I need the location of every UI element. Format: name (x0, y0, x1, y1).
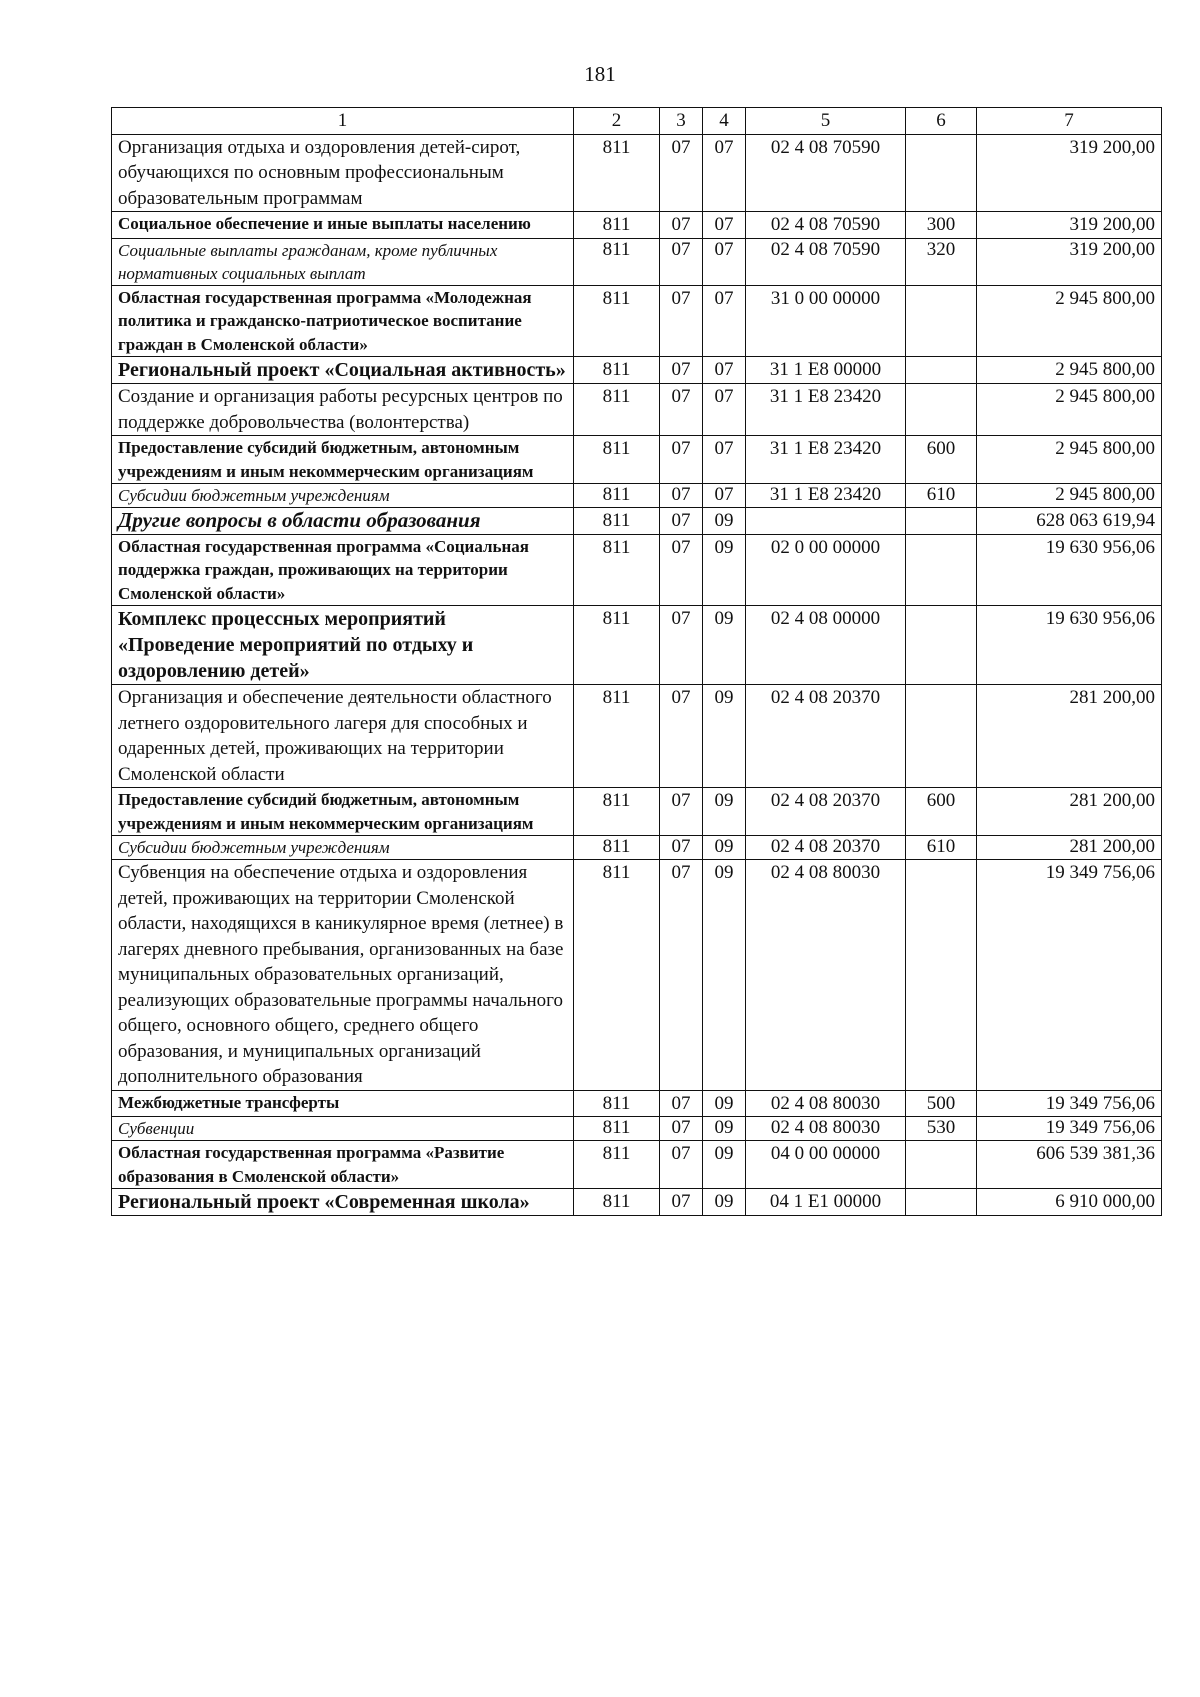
section-code-cell: 07 (660, 384, 703, 436)
amount-cell: 606 539 381,36 (977, 1141, 1162, 1189)
section-code-cell: 07 (660, 285, 703, 357)
subsection-code-cell: 09 (703, 508, 746, 535)
expense-type-cell (906, 534, 977, 606)
amount-cell: 319 200,00 (977, 212, 1162, 239)
subsection-code-cell: 07 (703, 357, 746, 384)
amount-cell: 19 630 956,06 (977, 534, 1162, 606)
subsection-code-cell: 09 (703, 606, 746, 685)
item-name-cell: Областная государственная программа «Социальная поддержка граждан, проживающих на территории Смоленской области» (112, 534, 574, 606)
header-cell: 7 (977, 108, 1162, 135)
expense-type-cell (906, 508, 977, 535)
target-article-cell: 02 4 08 20370 (746, 788, 906, 836)
amount-cell: 2 945 800,00 (977, 357, 1162, 384)
table-row (112, 436, 1162, 484)
expense-type-cell (906, 606, 977, 685)
table-row (112, 1189, 1162, 1216)
amount-cell: 19 630 956,06 (977, 606, 1162, 685)
header-cell: 4 (703, 108, 746, 135)
department-code-cell: 811 (574, 285, 660, 357)
target-article-cell: 02 4 08 70590 (746, 238, 906, 285)
target-article-cell: 02 4 08 20370 (746, 685, 906, 788)
expense-type-cell: 610 (906, 836, 977, 860)
department-code-cell: 811 (574, 1189, 660, 1216)
section-code-cell: 07 (660, 134, 703, 212)
department-code-cell: 811 (574, 1117, 660, 1141)
target-article-cell: 02 4 08 80030 (746, 1117, 906, 1141)
section-code-cell: 07 (660, 1090, 703, 1117)
amount-cell: 2 945 800,00 (977, 484, 1162, 508)
subsection-code-cell: 07 (703, 238, 746, 285)
department-code-cell: 811 (574, 534, 660, 606)
header-row (112, 108, 1162, 135)
expense-type-cell (906, 1141, 977, 1189)
item-name-cell: Межбюджетные трансферты (112, 1090, 574, 1117)
section-code-cell: 07 (660, 238, 703, 285)
table-row (112, 238, 1162, 285)
subsection-code-cell: 07 (703, 134, 746, 212)
amount-cell: 2 945 800,00 (977, 436, 1162, 484)
subsection-code-cell: 09 (703, 1141, 746, 1189)
subsection-code-cell: 07 (703, 285, 746, 357)
amount-cell: 6 910 000,00 (977, 1189, 1162, 1216)
target-article-cell: 02 4 08 70590 (746, 212, 906, 239)
page-number: 181 (584, 62, 616, 86)
expense-type-cell: 530 (906, 1117, 977, 1141)
department-code-cell: 811 (574, 436, 660, 484)
item-name-cell: Областная государственная программа «Молодежная политика и гражданско-патриотическое воспитание граждан в Смоленской области» (112, 285, 574, 357)
table-row (112, 508, 1162, 535)
table-row (112, 860, 1162, 1091)
expense-type-cell (906, 860, 977, 1091)
section-code-cell: 07 (660, 788, 703, 836)
target-article-cell: 31 1 Е8 00000 (746, 357, 906, 384)
item-name-cell: Субсидии бюджетным учреждениям (112, 484, 574, 508)
section-code-cell: 07 (660, 508, 703, 535)
table-row (112, 484, 1162, 508)
subsection-code-cell: 09 (703, 1090, 746, 1117)
item-name-cell: Предоставление субсидий бюджетным, автономным учреждениям и иным некоммерческим организациям (112, 788, 574, 836)
amount-cell: 2 945 800,00 (977, 285, 1162, 357)
expense-type-cell: 320 (906, 238, 977, 285)
item-name-cell: Региональный проект «Современная школа» (112, 1189, 574, 1216)
target-article-cell: 31 1 Е8 23420 (746, 384, 906, 436)
target-article-cell: 04 1 Е1 00000 (746, 1189, 906, 1216)
table-row (112, 1117, 1162, 1141)
section-code-cell: 07 (660, 357, 703, 384)
target-article-cell: 02 0 00 00000 (746, 534, 906, 606)
subsection-code-cell: 09 (703, 685, 746, 788)
header-cell: 2 (574, 108, 660, 135)
department-code-cell: 811 (574, 134, 660, 212)
department-code-cell: 811 (574, 238, 660, 285)
amount-cell: 319 200,00 (977, 238, 1162, 285)
item-name-cell: Организация и обеспечение деятельности областного летнего оздоровительного лагеря для способных и одаренных детей, проживающих на территории Смоленской области (112, 685, 574, 788)
item-name-cell: Другие вопросы в области образования (112, 508, 574, 535)
target-article-cell: 31 1 Е8 23420 (746, 436, 906, 484)
target-article-cell: 02 4 08 70590 (746, 134, 906, 212)
department-code-cell: 811 (574, 1090, 660, 1117)
table-row (112, 285, 1162, 357)
target-article-cell: 02 4 08 80030 (746, 1090, 906, 1117)
subsection-code-cell: 09 (703, 860, 746, 1091)
section-code-cell: 07 (660, 1141, 703, 1189)
amount-cell: 19 349 756,06 (977, 860, 1162, 1091)
subsection-code-cell: 07 (703, 212, 746, 239)
department-code-cell: 811 (574, 606, 660, 685)
section-code-cell: 07 (660, 212, 703, 239)
header-cell: 6 (906, 108, 977, 135)
department-code-cell: 811 (574, 860, 660, 1091)
expense-type-cell: 300 (906, 212, 977, 239)
table-row (112, 212, 1162, 239)
table-row (112, 1141, 1162, 1189)
item-name-cell: Субвенции (112, 1117, 574, 1141)
item-name-cell: Организация отдыха и оздоровления детей-сирот, обучающихся по основным профессиональным образовательным программам (112, 134, 574, 212)
expense-type-cell (906, 285, 977, 357)
subsection-code-cell: 09 (703, 788, 746, 836)
expense-type-cell (906, 384, 977, 436)
subsection-code-cell: 07 (703, 384, 746, 436)
amount-cell: 19 349 756,06 (977, 1117, 1162, 1141)
budget-table (111, 107, 1162, 1216)
section-code-cell: 07 (660, 484, 703, 508)
department-code-cell: 811 (574, 384, 660, 436)
item-name-cell: Субвенция на обеспечение отдыха и оздоровления детей, проживающих на территории Смоленской области, находящихся в каникулярное время (летнее) в лагерях дневного пребывания, организованных на базе муниципальных образовательных организаций, реализующих образовательные программы начального общего, основного общего, среднего общего образования, и муниципальных организаций дополнительного образования (112, 860, 574, 1091)
department-code-cell: 811 (574, 788, 660, 836)
item-name-cell: Социальное обеспечение и иные выплаты населению (112, 212, 574, 239)
table-row (112, 384, 1162, 436)
expense-type-cell: 500 (906, 1090, 977, 1117)
section-code-cell: 07 (660, 836, 703, 860)
target-article-cell: 02 4 08 80030 (746, 860, 906, 1091)
item-name-cell: Социальные выплаты гражданам, кроме публичных нормативных социальных выплат (112, 238, 574, 285)
section-code-cell: 07 (660, 606, 703, 685)
subsection-code-cell: 07 (703, 436, 746, 484)
expense-type-cell (906, 357, 977, 384)
amount-cell: 281 200,00 (977, 836, 1162, 860)
subsection-code-cell: 09 (703, 836, 746, 860)
table-row (112, 357, 1162, 384)
expense-type-cell: 600 (906, 436, 977, 484)
table-row (112, 1090, 1162, 1117)
table-row (112, 685, 1162, 788)
subsection-code-cell: 07 (703, 484, 746, 508)
subsection-code-cell: 09 (703, 1189, 746, 1216)
target-article-cell: 02 4 08 20370 (746, 836, 906, 860)
target-article-cell: 31 1 Е8 23420 (746, 484, 906, 508)
department-code-cell: 811 (574, 1141, 660, 1189)
department-code-cell: 811 (574, 685, 660, 788)
item-name-cell: Создание и организация работы ресурсных центров по поддержке добровольчества (волонтерства) (112, 384, 574, 436)
expense-type-cell: 600 (906, 788, 977, 836)
item-name-cell: Региональный проект «Социальная активность» (112, 357, 574, 384)
expense-type-cell (906, 685, 977, 788)
amount-cell: 281 200,00 (977, 685, 1162, 788)
header-cell: 3 (660, 108, 703, 135)
target-article-cell: 31 0 00 00000 (746, 285, 906, 357)
item-name-cell: Предоставление субсидий бюджетным, автономным учреждениям и иным некоммерческим организациям (112, 436, 574, 484)
department-code-cell: 811 (574, 212, 660, 239)
department-code-cell: 811 (574, 357, 660, 384)
subsection-code-cell: 09 (703, 534, 746, 606)
department-code-cell: 811 (574, 484, 660, 508)
item-name-cell: Комплекс процессных мероприятий «Проведение мероприятий по отдыху и оздоровлению детей» (112, 606, 574, 685)
amount-cell: 2 945 800,00 (977, 384, 1162, 436)
table-row (112, 534, 1162, 606)
target-article-cell: 04 0 00 00000 (746, 1141, 906, 1189)
section-code-cell: 07 (660, 1189, 703, 1216)
section-code-cell: 07 (660, 860, 703, 1091)
amount-cell: 628 063 619,94 (977, 508, 1162, 535)
section-code-cell: 07 (660, 1117, 703, 1141)
target-article-cell: 02 4 08 00000 (746, 606, 906, 685)
section-code-cell: 07 (660, 534, 703, 606)
amount-cell: 319 200,00 (977, 134, 1162, 212)
header-cell: 1 (112, 108, 574, 135)
table-row (112, 788, 1162, 836)
department-code-cell: 811 (574, 836, 660, 860)
section-code-cell: 07 (660, 436, 703, 484)
expense-type-cell (906, 1189, 977, 1216)
item-name-cell: Субсидии бюджетным учреждениям (112, 836, 574, 860)
section-code-cell: 07 (660, 685, 703, 788)
amount-cell: 281 200,00 (977, 788, 1162, 836)
expense-type-cell (906, 134, 977, 212)
item-name-cell: Областная государственная программа «Развитие образования в Смоленской области» (112, 1141, 574, 1189)
table-row (112, 606, 1162, 685)
table-row (112, 836, 1162, 860)
target-article-cell (746, 508, 906, 535)
subsection-code-cell: 09 (703, 1117, 746, 1141)
amount-cell: 19 349 756,06 (977, 1090, 1162, 1117)
table-row (112, 134, 1162, 212)
expense-type-cell: 610 (906, 484, 977, 508)
header-cell: 5 (746, 108, 906, 135)
department-code-cell: 811 (574, 508, 660, 535)
